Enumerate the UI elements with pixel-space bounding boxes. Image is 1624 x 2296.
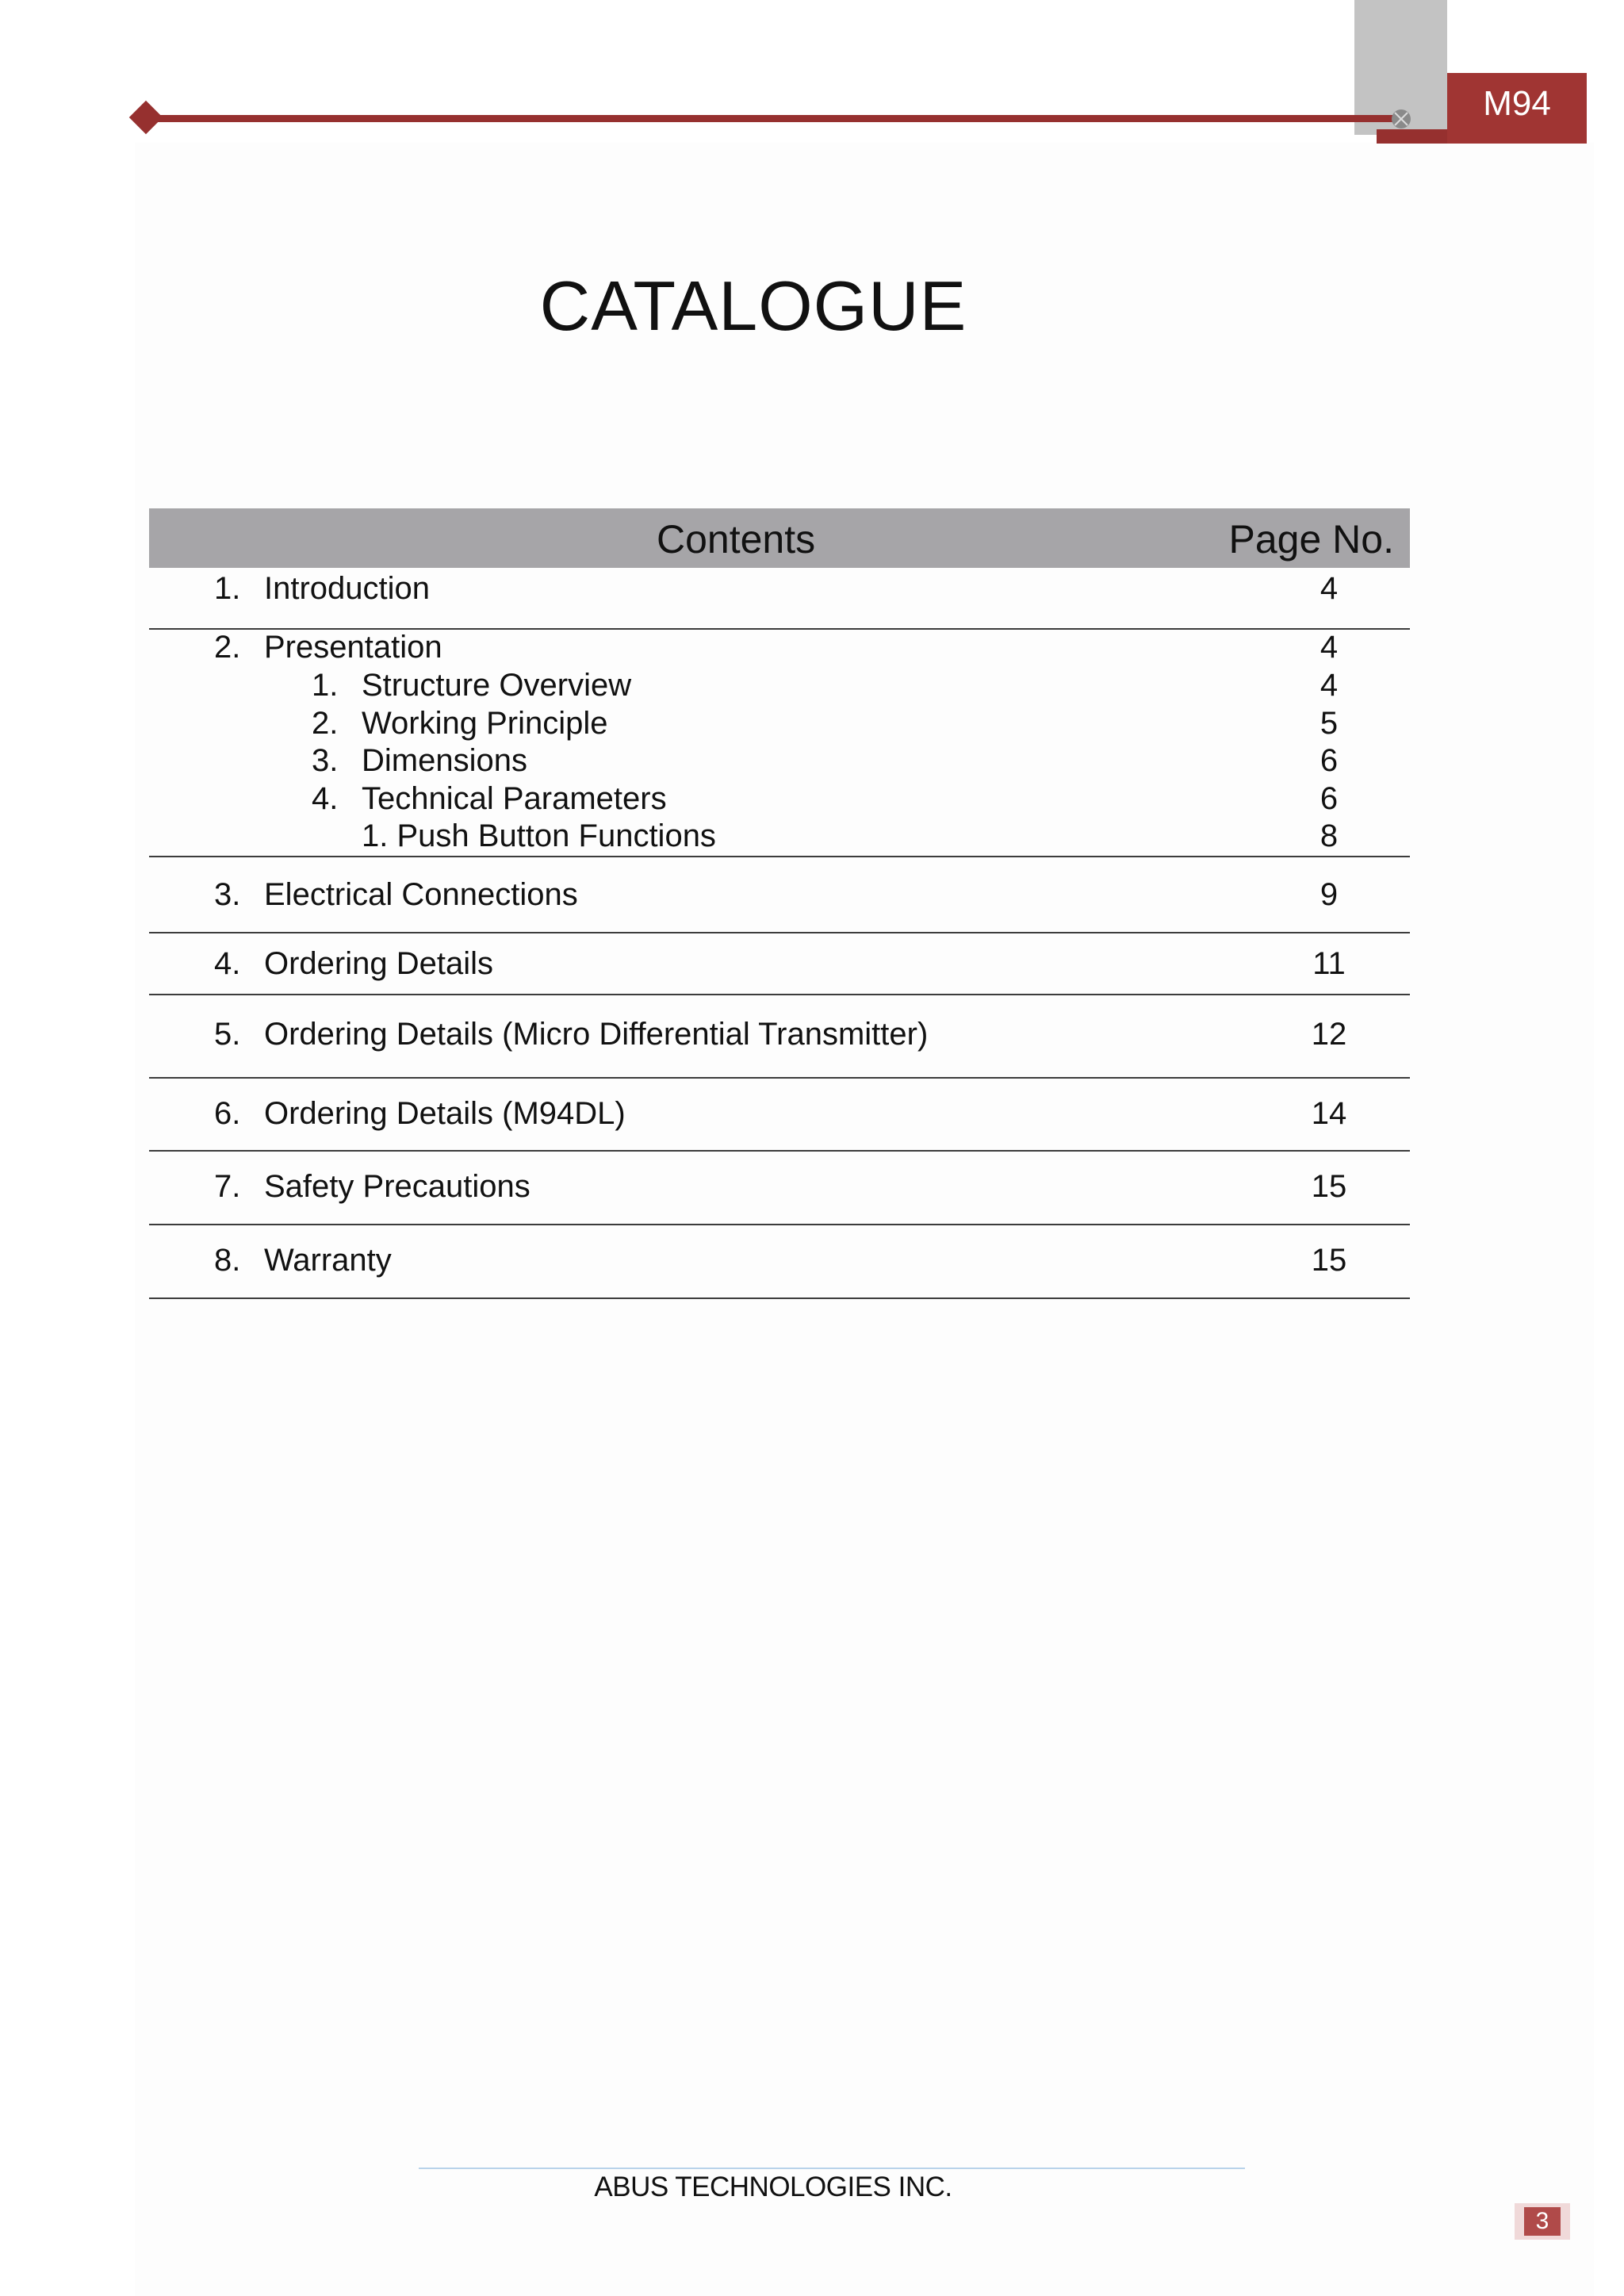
toc-section-ordering-mdt [149,995,1410,1079]
toc-row[interactable] [149,1094,1410,1133]
toc-label: Electrical Connections [264,877,578,912]
toc-page: 6 [1320,781,1339,816]
toc-page: 6 [1320,743,1339,778]
page-number-badge [1515,2203,1570,2240]
toc-page: 9 [1320,877,1339,912]
toc-row[interactable] [149,945,1410,983]
toc-page: 4 [1320,668,1339,703]
toc-number: 2. [214,630,241,665]
toc-number: 3. [214,877,241,912]
toc-page: 4 [1320,571,1339,606]
toc-number: 1. [312,668,339,703]
table-header [149,508,1410,568]
toc-section-ordering-m94dl [149,1079,1410,1152]
toc-section-ordering [149,933,1410,995]
model-label: M94 [1483,84,1551,123]
toc-label: Ordering Details [264,946,494,981]
toc-subrow[interactable] [149,666,1410,704]
toc-page: 15 [1311,1243,1347,1278]
toc-number: 6. [214,1096,241,1131]
page-number: 3 [1524,2207,1561,2236]
toc-page: 5 [1320,706,1339,741]
toc-page: 4 [1320,630,1339,665]
toc-row[interactable] [149,1015,1410,1053]
toc-number: 7. [214,1169,241,1204]
contents-column-header: Contents [657,517,816,562]
toc-label: 1. Push Button Functions [362,818,716,853]
diamond-icon [129,101,163,134]
page-column-header: Page No. [1228,517,1394,562]
toc-number: 1. [214,571,241,606]
toc-section-electrical [149,857,1410,933]
toc-subrow[interactable] [149,704,1410,742]
toc-row[interactable] [149,1167,1410,1205]
toc-section-safety [149,1152,1410,1225]
toc-number: 5. [214,1017,241,1052]
toc-section-introduction [149,568,1410,630]
toc-label: Safety Precautions [264,1169,530,1204]
circle-cross-icon [1392,109,1411,128]
toc-number: 3. [312,743,339,778]
toc-label: Presentation [264,630,442,665]
toc-section-presentation [149,630,1410,857]
toc-page: 15 [1311,1169,1347,1204]
toc-label: Dimensions [362,743,527,778]
contents-table [149,508,1410,1299]
toc-number: 8. [214,1243,241,1278]
toc-row[interactable] [149,876,1410,914]
toc-row[interactable] [149,569,1410,608]
toc-subrow[interactable] [149,742,1410,780]
toc-label: Structure Overview [362,668,632,703]
footer-company: ABUS TECHNOLOGIES INC. [594,2171,952,2202]
toc-section-warranty [149,1225,1410,1299]
toc-label: Warranty [264,1243,392,1278]
toc-number: 4. [214,946,241,981]
toc-label: Ordering Details (Micro Differential Transmitter) [264,1017,929,1052]
toc-row[interactable] [149,628,1410,666]
toc-label: Working Principle [362,706,608,741]
toc-number: 2. [312,706,339,741]
toc-page: 11 [1312,946,1346,981]
toc-page: 8 [1320,818,1339,853]
toc-label: Ordering Details (M94DL) [264,1096,626,1131]
model-badge [1447,73,1587,144]
toc-label: Introduction [264,571,431,606]
toc-page: 14 [1311,1096,1347,1131]
toc-row[interactable] [149,1241,1410,1279]
header-rule [147,115,1408,122]
toc-subrow[interactable] [149,780,1410,818]
footer-rule [419,2168,1245,2169]
toc-number: 4. [312,781,339,816]
toc-label: Technical Parameters [362,781,667,816]
page-title: CATALOGUE [539,266,967,345]
toc-page: 12 [1311,1017,1347,1052]
toc-subsubrow[interactable] [149,817,1410,855]
